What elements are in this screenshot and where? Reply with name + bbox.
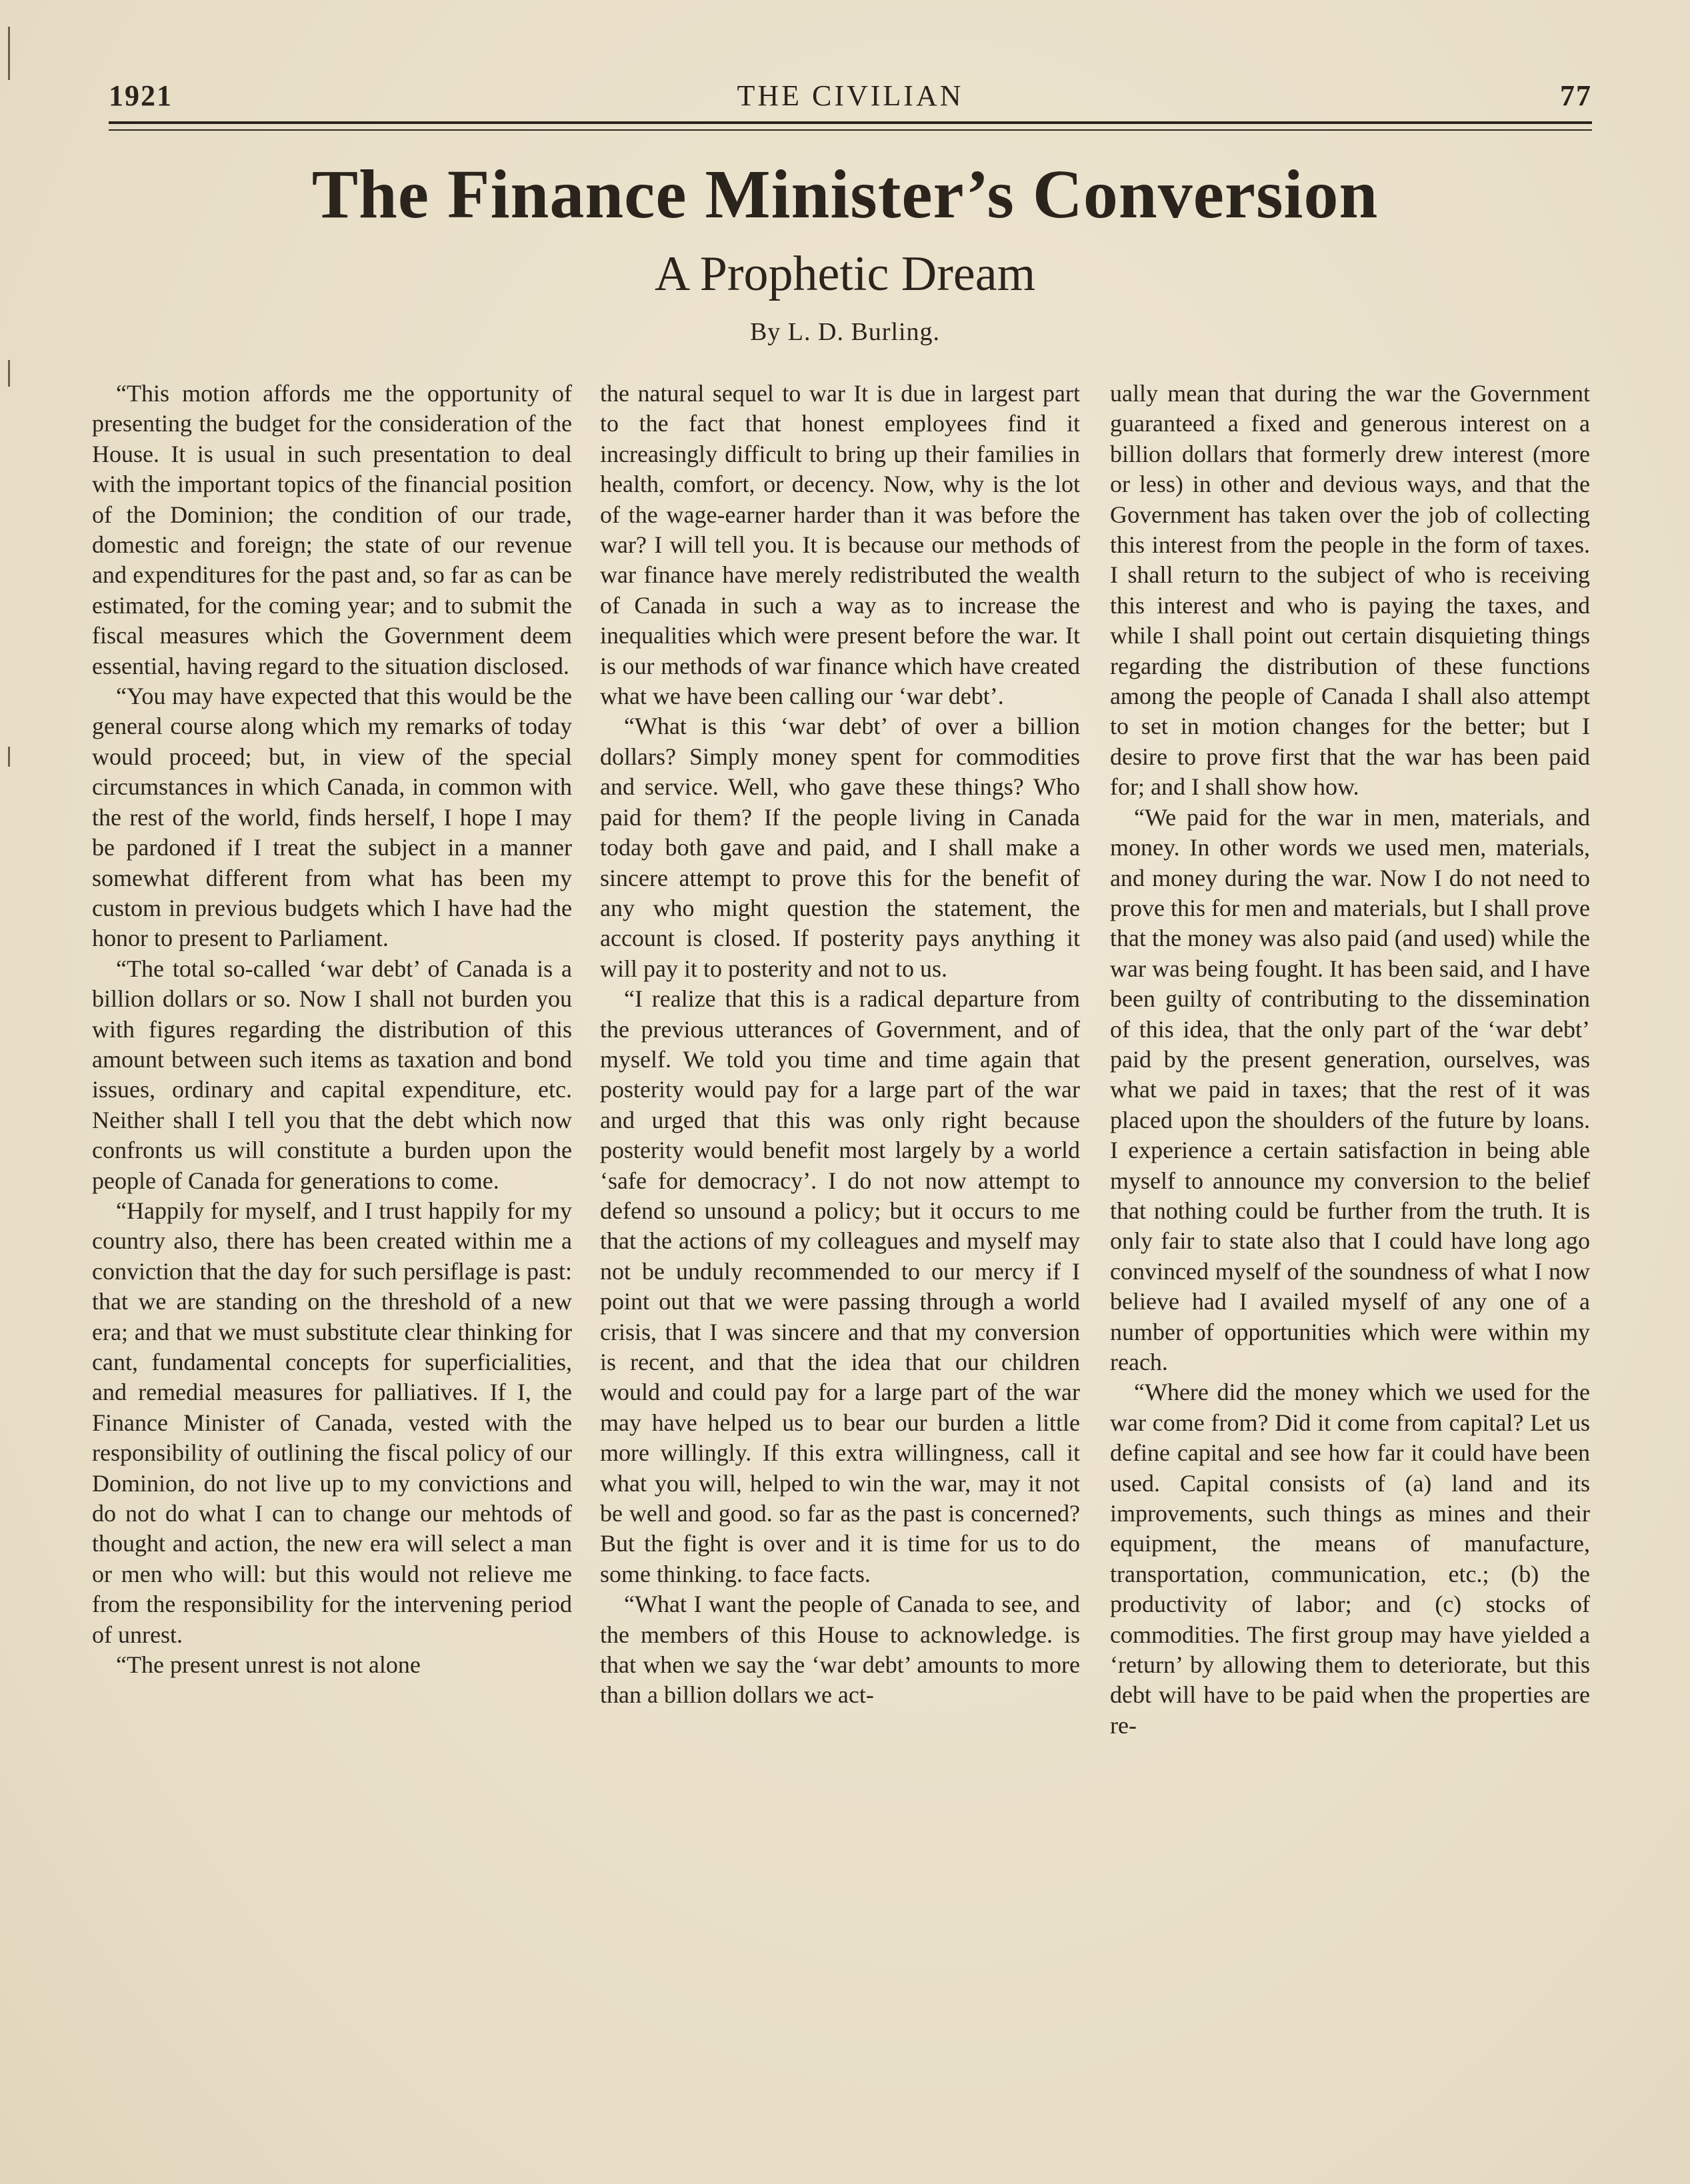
paragraph: “Where did the money which we used for the war come from? Did it come from capital? Let us define capital and see how far it could have been used. Capital consists of (a) land and its improvements, such things as mines and their equipment, the means of manufacture, transportation, communication, etc.; (b) the productivity of labor; and (c) stocks of commodities. The first group may have yielded a ‘return’ by allowing them to deteriorate, but this debt will have to be paid when the properties are re- (1110, 1379, 1590, 1739)
header-rule-thin (109, 129, 1592, 131)
page-edge-mark (8, 27, 10, 80)
paragraph: “The total so-called ‘war debt’ of Canada is a billion dollars or so. Now I shall not burden you with figures regarding the distribution of this amount between such items as taxation and bond issues, ordinary and capital expenditure, etc. Neither shall I tell you that the debt which now confronts us will constitute a burden upon the people of Canada for generations to come. (92, 955, 572, 1194)
header-rule-thick (109, 121, 1592, 124)
paragraph: “The present unrest is not alone (116, 1651, 421, 1679)
paragraph: “This motion affords me the opportunity of presenting the budget for the consideration of the House. It is usual in such presentation to deal with the important topics of the financial position of the Dominion; the condition of our trade, domestic and foreign; the state of our revenue and expenditures for the past and, so far as can be estimated, for the coming year; and to submit the fiscal measures which the Government deem essential, having regard to the situation disclosed. (92, 380, 572, 679)
paragraph: “You may have expected that this would be the general course along which my remarks of today would proceed; but, in view of the special circumstances in which Canada, in common with the rest of the world, finds herself, I hope I may be pardoned if I treat the subject in a manner somewhat different from what has been my custom in previous budgets which I have had the honor to present to Parliament. (92, 683, 572, 952)
article-title: The Finance Minister’s Conversion (311, 156, 1379, 233)
paragraph: the natural sequel to war It is due in largest part to the fact that honest employees find it increasingly difficult to bring up their families in health, comfort, or decency. Now, why is the lot of the wage-earner harder than it was before the war? I will tell you. It is because our methods of war finance have merely redistributed the wealth of Canada in such a way as to increase the inequalities which were present before the war. It is our methods of war finance which have created what we have been calling our ‘war debt’. (600, 380, 1080, 710)
header-page-number: 77 (1560, 79, 1592, 112)
paragraph: “I realize that this is a radical departure from the previous utterances of Government, and of myself. We told you time and time again that posterity would pay for a large part of the war and urged that this was only right because posterity would benefit most largely by a world ‘safe for democracy’. I do not now attempt to defend so unsound a policy; but it occurs to me that the actions of my colleagues and myself may not be unduly recommended to our mercy if I point out that we were passing through a world crisis, that I was sincere and that my conversion is recent, and that the idea that our children would and could pay for a large part of the war may have helped us to bear our burden a little more willingly. If this extra willingness, call it what you will, helped to win the war, may it not be well and good. so far as the past is concerned? But the fight is over and it is time for us to do some thinking. to face facts. (600, 985, 1080, 1587)
running-header (109, 79, 1592, 119)
article-byline: By L. D. Burling. (749, 318, 941, 346)
article-subtitle: A Prophetic Dream (654, 247, 1036, 301)
paragraph: “What I want the people of Canada to see, and the members of this House to acknowledge. is that when we say the ‘war debt’ amounts to more than a billion dollars we act- (600, 1591, 1080, 1709)
header-year: 1921 (109, 79, 173, 112)
page-edge-mark (8, 747, 10, 767)
paragraph: ually mean that during the war the Government guaranteed a fixed and generous interest on a billion dollars that formerly drew interest (more or less) in other and devious ways, and that the Government has taken over the job of collecting this interest from the people in the form of taxes. I shall return to the subject of who is receiving this interest and who is paying the taxes, and while I shall point out certain disquieting things regarding the distribution of these functions among the people of Canada I shall also attempt to set in motion changes for the better; but I desire to prove first that the war has been paid for; and I shall show how. (1110, 380, 1590, 801)
header-publication-title: THE CIVILIAN (737, 79, 964, 112)
text-column-1 (92, 379, 572, 1680)
paragraph: “We paid for the war in men, materials, and money. In other words we used men, materials, and money during the war. Now I do not need to prove this for men and materials, but I shall prove that the money was also paid (and used) while the war was being fought. It has been said, and I have been guilty of contributing to the dissemination of this idea, that the only part of the ‘war debt’ paid by the present generation, ourselves, was what we paid in taxes; that the rest of it was placed upon the shoulders of the future by loans. I experience a certain satisfaction in being able myself to announce my conversion to the belief that nothing could be further from the truth. It is only fair to state also that I could have long ago convinced myself of the soundness of what I now believe had I availed myself of any one of a number of opportunities which were within my reach. (1110, 803, 1590, 1375)
page-edge-mark (8, 360, 10, 387)
paragraph: “What is this ‘war debt’ of over a billion dollars? Simply money spent for commodities and service. Well, who gave these things? Who paid for them? If the people living in Canada today both gave and paid, and I shall make a sincere attempt to prove this for the benefit of any who might question the statement, the account is closed. If posterity pays anything it will pay it to posterity and not to us. (600, 713, 1080, 982)
text-column-2 (600, 379, 1080, 1711)
paragraph: “Happily for myself, and I trust happily for my country also, there has been created within me a conviction that the day for such persiflage is past: that we are standing on the threshold of a new era; and that we must substitute clear thinking for cant, fundamental concepts for superficialities, and remedial measures for palliatives. If I, the Finance Minister of Canada, vested with the responsibility of outlining the fiscal policy of our Dominion, do not live up to my convictions and do not do what I can to change our mehtods of thought and action, the new era will select a man or men who will: but this would not relieve me from the responsibility for the intervening period of unrest. (92, 1197, 572, 1648)
text-column-3 (1110, 379, 1590, 1741)
